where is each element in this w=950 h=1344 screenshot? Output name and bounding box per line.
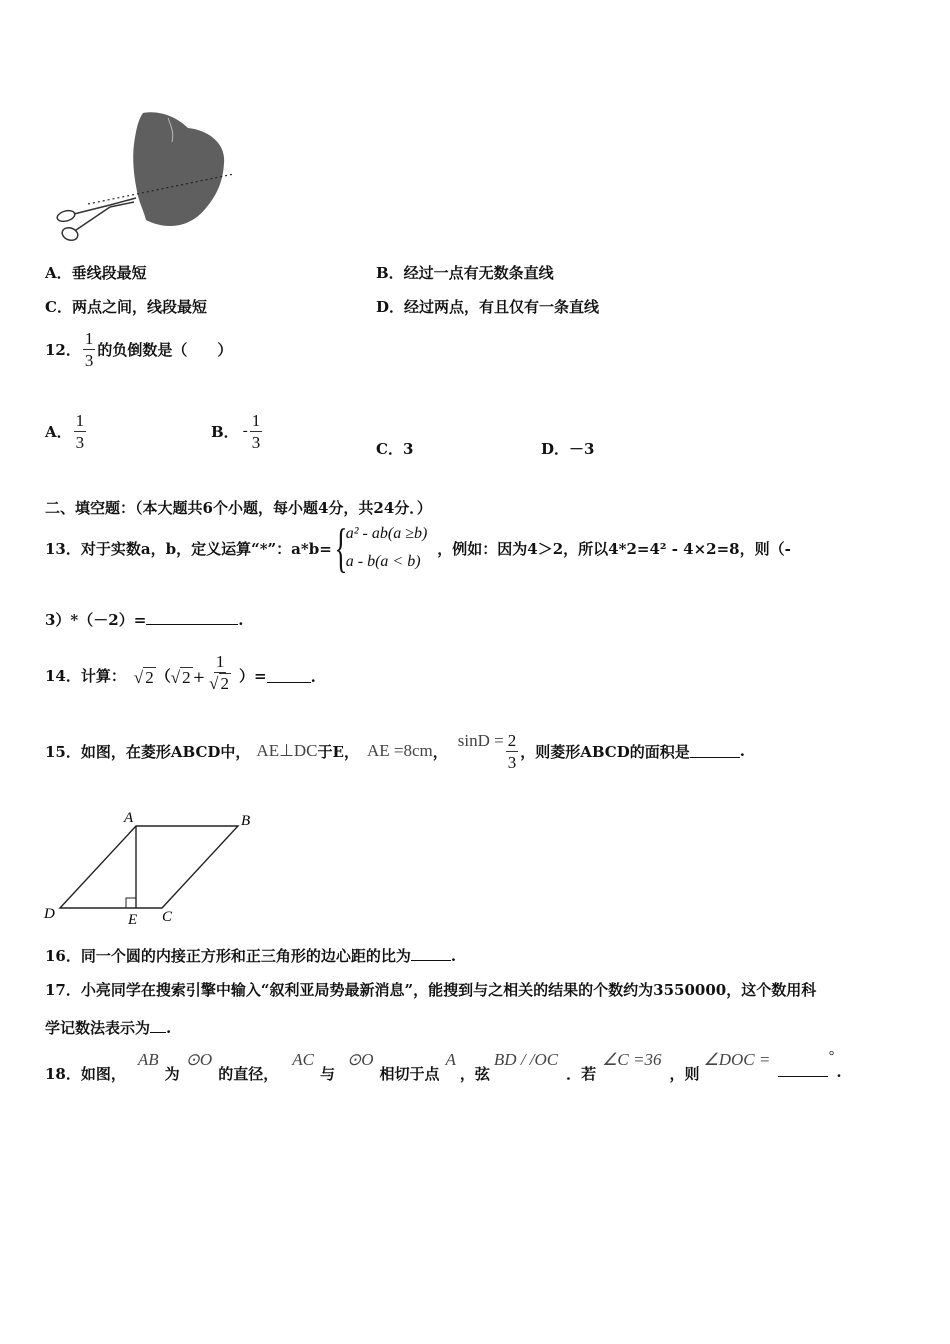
answer-blank[interactable] bbox=[690, 745, 740, 758]
q12-number: 12． bbox=[45, 341, 81, 359]
label-e: E bbox=[128, 912, 138, 928]
label-b: B bbox=[241, 813, 251, 829]
leaf-shape bbox=[133, 112, 224, 226]
label-c: C bbox=[162, 909, 173, 925]
q11-option-a: A．垂线段最短 bbox=[45, 264, 147, 282]
question-12 bbox=[45, 330, 232, 369]
sqrt-2: √ 2 bbox=[133, 668, 154, 687]
answer-blank[interactable] bbox=[778, 1064, 828, 1077]
leaf-scissors-figure bbox=[48, 108, 238, 248]
question-14: 14．计算： √ 2 （ √ 2 + $\frac{1}{√ 2}$ ）= . bbox=[45, 652, 316, 693]
q14-fraction: $\frac{1}{√ 2}$ bbox=[209, 652, 229, 693]
q11-option-c: C．两点之间，线段最短 bbox=[45, 298, 207, 316]
answer-blank[interactable] bbox=[150, 1020, 166, 1033]
right-angle-mark bbox=[126, 898, 136, 908]
question-18: 18．如图， AB 为 ⊙O 的直径， AC 与 ⊙O 相切于点 A ，弦 BD / /OC ．若 ∠C =36 ，则 ∠DOC = ° . bbox=[45, 1049, 842, 1083]
q12-option-c: C．3 bbox=[376, 440, 414, 458]
answer-blank[interactable] bbox=[267, 670, 311, 683]
q13-line-2: 3）*（－2）= . bbox=[45, 611, 244, 629]
q11-option-b: B．经过一点有无数条直线 bbox=[376, 264, 554, 282]
q11-option-d: D．经过两点，有且仅有一条直线 bbox=[376, 298, 600, 316]
question-17-line-2: 学记数法表示为 . bbox=[45, 1019, 172, 1037]
rhombus-outline bbox=[60, 826, 238, 908]
question-13: 13．对于实数a，b，定义运算“*”：a*b= { a² - ab(a ≥b) a - b(a < b) ，例如：因为4＞2，所以4*2=4² - 4×2=8，则（- bbox=[45, 518, 791, 578]
q12-option-a: A． $\frac{1}{3}$ bbox=[45, 411, 85, 452]
q12-stem: 的负倒数是（ ） bbox=[97, 341, 233, 359]
q13-brace: { bbox=[334, 518, 348, 578]
rhombus-figure bbox=[38, 808, 268, 928]
question-17-line-1: 17．小亮同学在搜索引擎中输入“叙利亚局势最新消息”，能搜到与之相关的结果的个数约为3550000，这个数用科 bbox=[45, 981, 817, 999]
answer-blank[interactable] bbox=[146, 612, 238, 625]
q15-fraction: $\frac{2}{3}$ bbox=[507, 730, 517, 772]
question-15: 15．如图，在菱形ABCD中， AE⊥DC 于E， AE =8cm ， sinD = $\frac{2}{3}$ ，则菱形ABCD的面积是 . bbox=[45, 730, 745, 772]
answer-blank[interactable] bbox=[411, 948, 451, 961]
q12-option-b: B． - $\frac{1}{3}$ bbox=[211, 411, 261, 452]
q12-option-d: D．－3 bbox=[541, 440, 595, 458]
section-2-heading: 二、填空题：（本大题共6个小题，每小题4分，共24分．） bbox=[45, 499, 432, 517]
label-a: A bbox=[124, 810, 134, 826]
q13-cases: a² - ab(a ≥b) a - b(a < b) bbox=[345, 525, 428, 570]
label-d: D bbox=[44, 906, 55, 922]
scissors-icon bbox=[56, 198, 136, 242]
question-16: 16．同一个圆的内接正方形和正三角形的边心距的比为 . bbox=[45, 947, 457, 965]
q12-fraction: $\frac{1}{3}$ bbox=[84, 329, 94, 370]
